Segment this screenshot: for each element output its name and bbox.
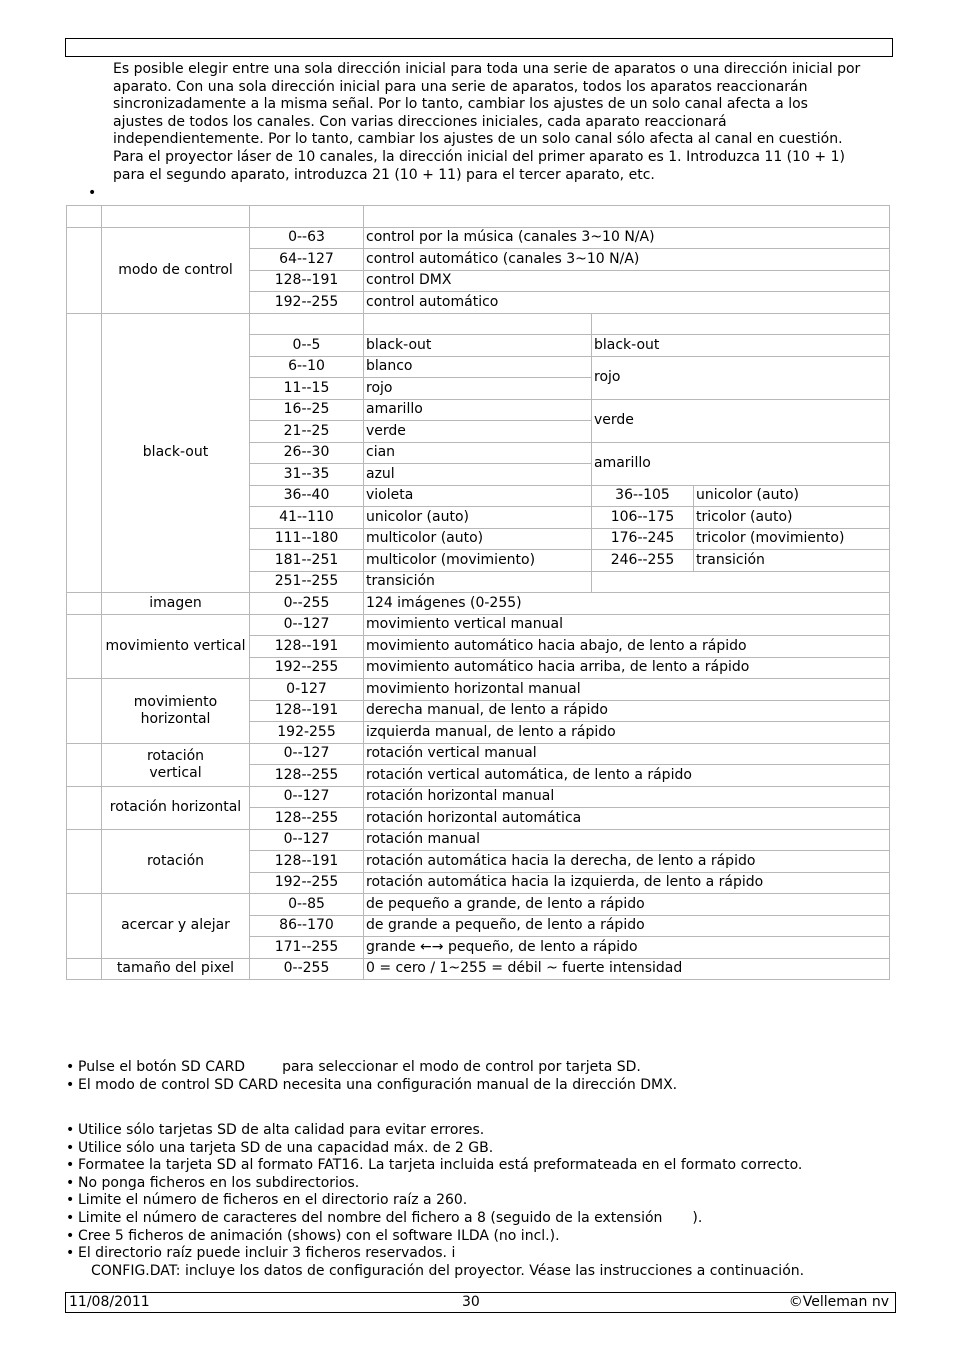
alt-range-cell: 176--245 — [592, 528, 694, 550]
description-cell: movimiento vertical manual — [364, 614, 890, 636]
range-cell: 111--180 — [250, 528, 364, 550]
bullet-icon: • — [66, 1227, 75, 1244]
channel-function: imagen — [102, 593, 250, 615]
list-item-text: ). — [692, 1209, 703, 1226]
list-item-text: Formatee la tarjeta SD al formato FAT16. La tarjeta incluida está preformateada en el formato correcto. — [78, 1157, 803, 1174]
table-row — [67, 227, 890, 249]
range-cell: 128--191 — [250, 636, 364, 658]
table-row — [67, 786, 890, 808]
range-cell: 128--255 — [250, 765, 364, 787]
description-cell: rotación horizontal manual — [364, 786, 890, 808]
range-cell: 0--85 — [250, 894, 364, 916]
alt-description-cell: verde — [592, 399, 890, 442]
footer-date: 11/08/2011 — [69, 1294, 150, 1310]
range-cell: 251--255 — [250, 571, 364, 593]
page-footer — [65, 1292, 896, 1313]
alt-description-cell: unicolor (auto) — [694, 485, 890, 507]
intro-line: aparato. Con una sola dirección inicial para una serie de aparatos, todos los aparatos reaccionarán — [113, 78, 808, 95]
intro-line: ajustes de todos los canales. Con varias direcciones iniciales, cada aparato reaccionará — [113, 113, 727, 130]
alt-range-cell: 106--175 — [592, 507, 694, 529]
range-cell: 128--255 — [250, 808, 364, 830]
table-row — [67, 313, 890, 335]
bullet-icon: • — [66, 1245, 75, 1262]
range-cell: 0--127 — [250, 786, 364, 808]
header-cell — [67, 206, 102, 228]
description-cell: multicolor (auto) — [364, 528, 592, 550]
bullet-icon: • — [66, 1192, 75, 1209]
table-header-row — [67, 206, 890, 228]
intro-line: Para el proyector láser de 10 canales, la dirección inicial del primer aparato es 1. Introduzca 11 (10 + 1) — [113, 148, 845, 165]
list-item — [66, 1122, 894, 1140]
page-header-box — [65, 38, 893, 57]
channel-number-cell — [67, 614, 102, 679]
intro-line: para el segundo aparato, introduzca 21 (10 + 11) para el tercer aparato, etc. — [113, 166, 655, 183]
list-item — [66, 1140, 894, 1158]
alt-range-cell: 246--255 — [592, 550, 694, 572]
description-cell: cian — [364, 442, 592, 464]
subheader-cell — [364, 313, 592, 335]
description-cell: control por la música (canales 3~10 N/A) — [364, 227, 890, 249]
list-item-text: No ponga ficheros en los subdirectorios. — [78, 1174, 360, 1191]
range-cell: 128--191 — [250, 700, 364, 722]
range-cell: 0--63 — [250, 227, 364, 249]
range-cell: 128--191 — [250, 851, 364, 873]
list-item-text: Pulse el botón SD CARD — [78, 1059, 246, 1075]
range-cell: 0-127 — [250, 679, 364, 701]
channel-function: acercar y alejar — [102, 894, 250, 959]
range-cell: 6--10 — [250, 356, 364, 378]
description-cell: derecha manual, de lento a rápido — [364, 700, 890, 722]
list-subitem — [66, 1263, 894, 1281]
alt-description-cell: black-out — [592, 335, 890, 357]
intro-line: sincronizadamente a la misma señal. Por lo tanto, cambiar los ajustes de un solo canal afecta a los — [113, 96, 808, 113]
table-row — [67, 829, 890, 851]
list-item-text: Utilice sólo una tarjeta SD de una capacidad máx. de 2 GB. — [78, 1139, 494, 1156]
bullet-icon: • — [66, 1139, 75, 1156]
description-cell: de grande a pequeño, de lento a rápido — [364, 915, 890, 937]
alt-description-cell: tricolor (movimiento) — [694, 528, 890, 550]
range-cell: 0--255 — [250, 958, 364, 980]
range-cell: 0--127 — [250, 829, 364, 851]
intro-line: Es posible elegir entre una sola dirección inicial para toda una serie de aparatos o una dirección inicial por — [113, 61, 861, 77]
description-cell: control automático (canales 3~10 N/A) — [364, 249, 890, 271]
range-cell: 171--255 — [250, 937, 364, 959]
list-item — [66, 1245, 894, 1263]
range-cell: 36--40 — [250, 485, 364, 507]
description-cell: movimiento automático hacia abajo, de lento a rápido — [364, 636, 890, 658]
channel-number-cell — [67, 894, 102, 959]
footer-copyright: ©Velleman nv — [788, 1294, 889, 1310]
channel-number-cell — [67, 227, 102, 313]
range-cell: 0--255 — [250, 593, 364, 615]
intro-paragraph — [113, 61, 893, 184]
table-row — [67, 614, 890, 636]
footer-page-number: 30 — [462, 1294, 480, 1310]
range-cell: 192--255 — [250, 657, 364, 679]
description-cell: control automático — [364, 292, 890, 314]
alt-range-cell: 36--105 — [592, 485, 694, 507]
list-item — [66, 1157, 894, 1175]
range-cell: 192--255 — [250, 292, 364, 314]
channel-function — [102, 679, 250, 744]
list-item-text: Limite el número de caracteres del nombre del fichero a 8 (seguido de la extensión — [78, 1209, 663, 1226]
range-cell: 41--110 — [250, 507, 364, 529]
channel-function: rotación — [102, 829, 250, 894]
range-cell: 0--5 — [250, 335, 364, 357]
intro-line: independientemente. Por lo tanto, cambiar los ajustes de un solo canal sólo afecta al canal en cuestión. — [113, 131, 843, 148]
range-cell: 0--127 — [250, 743, 364, 765]
channel-function: tamaño del pixel — [102, 958, 250, 980]
description-cell: movimiento horizontal manual — [364, 679, 890, 701]
dmx-channel-table — [66, 205, 890, 980]
description-cell: rotación vertical manual — [364, 743, 890, 765]
channel-function: movimiento vertical — [102, 614, 250, 679]
description-cell: amarillo — [364, 399, 592, 421]
bullet-icon: • — [66, 1157, 75, 1174]
list-item-text: CONFIG.DAT: incluye los datos de configuración del proyector. Véase las instrucciones a continuación. — [91, 1262, 805, 1279]
description-cell: multicolor (movimiento) — [364, 550, 592, 572]
description-cell: control DMX — [364, 270, 890, 292]
alt-description-cell: transición — [694, 550, 890, 572]
list-item-text: El modo de control SD CARD necesita una configuración manual de la dirección DMX. — [78, 1076, 678, 1093]
bullet-icon: • — [66, 1059, 75, 1075]
description-cell: verde — [364, 421, 592, 443]
empty-bullet: • — [88, 185, 97, 201]
bullet-icon: • — [66, 1209, 75, 1226]
header-cell — [364, 206, 890, 228]
description-cell: izquierda manual, de lento a rápido — [364, 722, 890, 744]
subheader-cell — [250, 313, 364, 335]
channel-number-cell — [67, 743, 102, 786]
channel-function-line: vertical — [149, 764, 202, 781]
channel-function: modo de control — [102, 227, 250, 313]
channel-number-cell — [67, 958, 102, 980]
alt-description-cell: tricolor (auto) — [694, 507, 890, 529]
list-item-text: Cree 5 ficheros de animación (shows) con el software ILDA (no incl.). — [78, 1227, 560, 1244]
table-row — [67, 593, 890, 615]
range-cell: 16--25 — [250, 399, 364, 421]
channel-number-cell — [67, 786, 102, 829]
range-cell: 181--251 — [250, 550, 364, 572]
range-cell: 0--127 — [250, 614, 364, 636]
list-item-text: Utilice sólo tarjetas SD de alta calidad para evitar errores. — [78, 1122, 485, 1138]
description-cell: rotación vertical automática, de lento a rápido — [364, 765, 890, 787]
description-cell: rojo — [364, 378, 592, 400]
list-item — [66, 1175, 894, 1193]
description-cell: transición — [364, 571, 592, 593]
description-cell: rotación automática hacia la derecha, de lento a rápido — [364, 851, 890, 873]
alt-description-cell — [592, 571, 890, 593]
channel-number-cell — [67, 593, 102, 615]
description-cell: grande ←→ pequeño, de lento a rápido — [364, 937, 890, 959]
header-cell — [250, 206, 364, 228]
description-cell: movimiento automático hacia arriba, de lento a rápido — [364, 657, 890, 679]
alt-description-cell: amarillo — [592, 442, 890, 485]
subheader-cell — [592, 313, 890, 335]
channel-function: rotación horizontal — [102, 786, 250, 829]
header-cell — [102, 206, 250, 228]
list-item — [66, 1077, 894, 1095]
range-cell: 26--30 — [250, 442, 364, 464]
alt-description-cell: rojo — [592, 356, 890, 399]
channel-number-cell — [67, 679, 102, 744]
bullet-icon: • — [66, 1174, 75, 1191]
list-item-text: El directorio raíz puede incluir 3 ficheros reservados. i — [78, 1245, 456, 1262]
channel-function-line: movimiento — [133, 693, 218, 710]
channel-number-cell — [67, 313, 102, 593]
range-cell: 64--127 — [250, 249, 364, 271]
range-cell: 31--35 — [250, 464, 364, 486]
list-item — [66, 1210, 894, 1228]
description-cell: rotación horizontal automática — [364, 808, 890, 830]
range-cell: 21--25 — [250, 421, 364, 443]
table-row — [67, 958, 890, 980]
description-cell: violeta — [364, 485, 592, 507]
list-item — [66, 1228, 894, 1246]
description-cell: black-out — [364, 335, 592, 357]
range-cell: 192--255 — [250, 872, 364, 894]
channel-function — [102, 743, 250, 786]
description-cell: 124 imágenes (0-255) — [364, 593, 890, 615]
range-cell: 192-255 — [250, 722, 364, 744]
list-item-text: Limite el número de ficheros en el directorio raíz a 260. — [78, 1192, 468, 1209]
description-cell: 0 = cero / 1~255 = débil ~ fuerte intensidad — [364, 958, 890, 980]
description-cell: rotación manual — [364, 829, 890, 851]
range-cell: 11--15 — [250, 378, 364, 400]
table-row — [67, 743, 890, 765]
channel-number-cell — [67, 829, 102, 894]
list-item-text: para seleccionar el modo de control por tarjeta SD. — [282, 1059, 641, 1075]
description-cell: de pequeño a grande, de lento a rápido — [364, 894, 890, 916]
list-item — [66, 1192, 894, 1210]
range-cell: 128--191 — [250, 270, 364, 292]
description-cell: azul — [364, 464, 592, 486]
range-cell: 86--170 — [250, 915, 364, 937]
description-cell: rotación automática hacia la izquierda, de lento a rápido — [364, 872, 890, 894]
table-row — [67, 894, 890, 916]
description-cell: blanco — [364, 356, 592, 378]
bullet-icon: • — [66, 1076, 75, 1093]
description-cell: unicolor (auto) — [364, 507, 592, 529]
channel-function-line: horizontal — [140, 710, 211, 727]
channel-function-line: rotación — [146, 747, 205, 764]
sd-mode-list — [66, 1059, 894, 1094]
bullet-icon: • — [66, 1122, 75, 1138]
sd-card-notes-list — [66, 1122, 894, 1280]
channel-function: black-out — [102, 313, 250, 593]
list-item — [66, 1059, 894, 1077]
table-row — [67, 679, 890, 701]
